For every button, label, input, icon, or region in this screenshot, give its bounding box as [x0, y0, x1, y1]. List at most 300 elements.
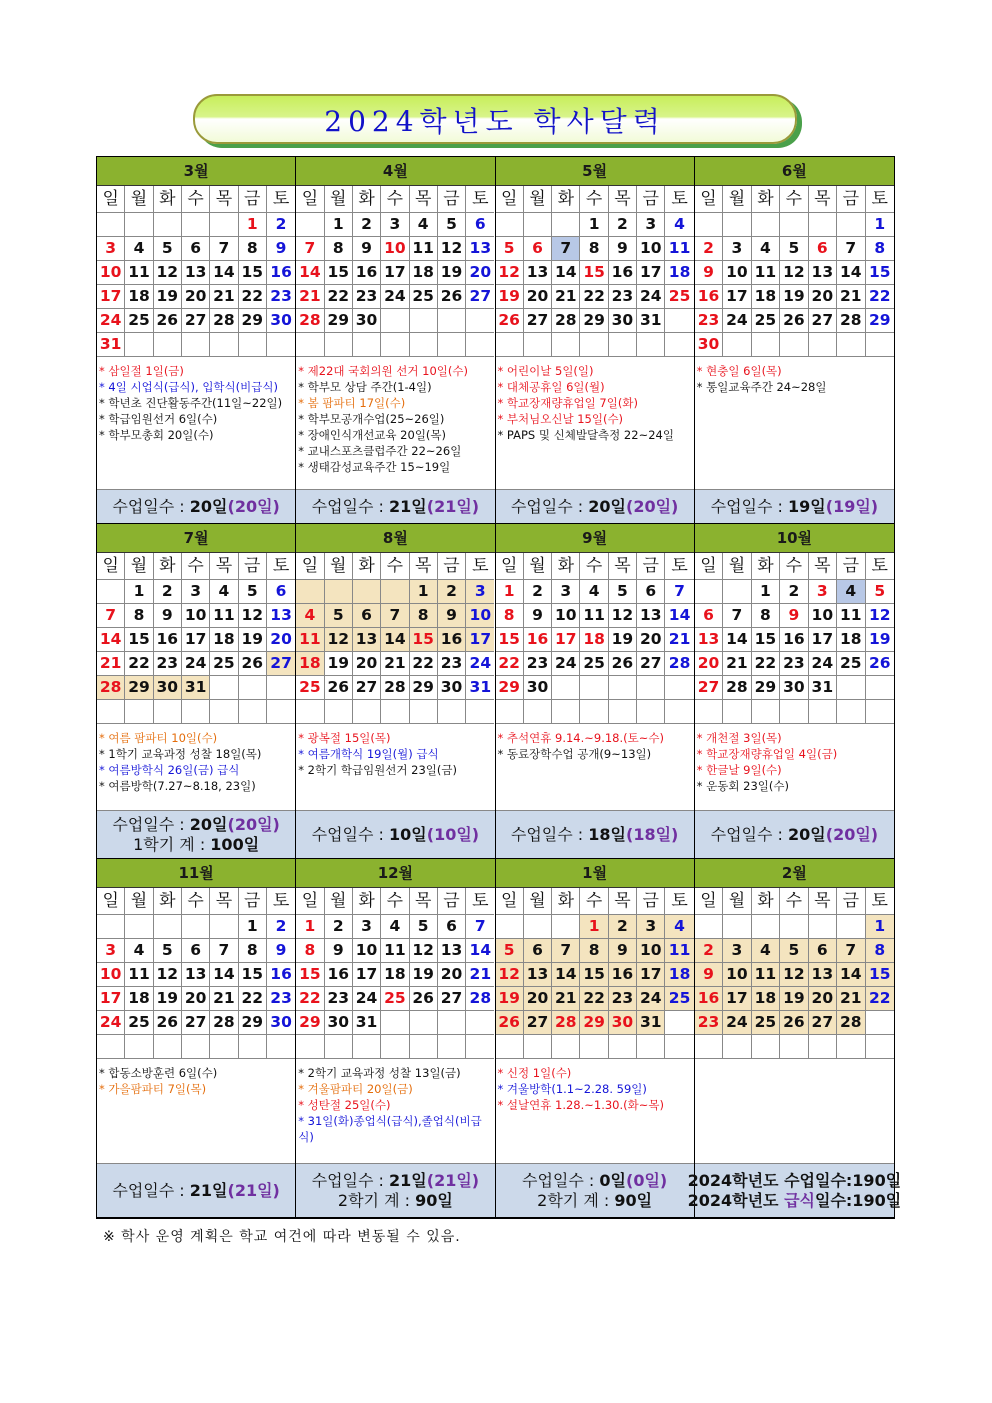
weekday-header: 월 [524, 186, 552, 213]
summary-text: 19일 [788, 496, 826, 516]
day-cell: 30 [353, 309, 381, 333]
day-cell: 9 [353, 237, 381, 261]
month-notes [695, 724, 894, 810]
note-item: * 봄 팜파티 17일(수) [298, 396, 406, 410]
weekday-header: 수 [580, 553, 608, 580]
day-cell: 6 [524, 237, 552, 261]
month-header: 10월 [695, 524, 894, 553]
day-cell: 29 [580, 1011, 608, 1035]
day-cell: 19 [780, 285, 808, 309]
month-grid [695, 553, 894, 724]
month-10월 [695, 524, 894, 859]
day-cell: 16 [609, 963, 637, 987]
calendar-row-2 [97, 524, 894, 859]
weekday-header: 목 [410, 888, 438, 915]
day-cell: 20 [809, 285, 837, 309]
day-cell: 1 [239, 915, 267, 939]
empty-cell [125, 333, 153, 357]
weekday-header: 목 [609, 888, 637, 915]
summary-line [112, 497, 279, 517]
day-cell: 20 [438, 963, 466, 987]
summary-line [312, 497, 479, 517]
empty-cell [723, 1035, 751, 1059]
weekday-header: 토 [466, 888, 494, 915]
day-cell: 13 [182, 963, 210, 987]
month-header: 11월 [97, 859, 295, 888]
empty-cell [239, 1035, 267, 1059]
day-cell: 25 [752, 1011, 780, 1035]
day-cell: 31 [466, 676, 494, 700]
note-item: * 합동소방훈련 6일(수) [99, 1066, 218, 1080]
empty-cell [580, 333, 608, 357]
month-grid [97, 888, 295, 1059]
empty-cell [665, 676, 693, 700]
summary-line [711, 497, 878, 517]
day-cell: 19 [154, 987, 182, 1011]
day-cell: 6 [182, 237, 210, 261]
day-cell: 19 [780, 987, 808, 1011]
empty-cell [154, 213, 182, 237]
weekday-header: 일 [695, 553, 723, 580]
summary-text: 10일 [389, 824, 427, 844]
day-cell: 21 [97, 652, 125, 676]
day-cell: 24 [723, 309, 751, 333]
day-cell: 11 [381, 939, 409, 963]
empty-cell [410, 333, 438, 357]
summary-text: 20일 [189, 814, 228, 834]
summary-line [522, 1171, 667, 1191]
empty-cell [182, 700, 210, 724]
day-cell: 27 [809, 309, 837, 333]
day-cell: 13 [438, 939, 466, 963]
day-cell: 18 [296, 652, 324, 676]
month-header: 4월 [296, 157, 494, 186]
day-cell: 1 [410, 580, 438, 604]
empty-cell [325, 580, 353, 604]
day-cell: 5 [866, 580, 894, 604]
day-cell: 5 [325, 604, 353, 628]
note-item: * 성탄절 25일(수) [298, 1098, 391, 1112]
empty-cell [552, 1035, 580, 1059]
summary-line [338, 1191, 453, 1211]
empty-cell [154, 700, 182, 724]
day-cell: 26 [410, 987, 438, 1011]
empty-cell [381, 1035, 409, 1059]
weekday-header: 월 [723, 888, 751, 915]
empty-cell [809, 213, 837, 237]
summary-line [133, 835, 259, 855]
day-cell: 3 [637, 915, 665, 939]
weekday-header: 화 [353, 888, 381, 915]
note-item: * 동료장학수업 공개(9~13일) [497, 747, 652, 761]
note-item: * 4일 시업식(급식), 입학식(비급식) [99, 380, 278, 394]
weekday-header: 화 [154, 186, 182, 213]
day-cell: 30 [780, 676, 808, 700]
summary-text: 21일 [189, 1180, 228, 1200]
weekday-header: 월 [125, 186, 153, 213]
summary-text: 일수:190일 [815, 1190, 902, 1210]
day-cell: 30 [609, 1011, 637, 1035]
empty-cell [381, 309, 409, 333]
note-item: * 학교장재량휴업일 4일(금) [696, 747, 838, 761]
school-days-summary [296, 810, 494, 859]
empty-cell [723, 333, 751, 357]
weekday-header: 토 [267, 553, 295, 580]
month-12월 [296, 859, 495, 1218]
empty-cell [182, 213, 210, 237]
weekday-header: 금 [637, 888, 665, 915]
day-cell: 26 [780, 309, 808, 333]
school-days-summary [496, 489, 694, 524]
day-cell: 20 [809, 987, 837, 1011]
weekday-header: 금 [438, 186, 466, 213]
weekday-header: 토 [267, 888, 295, 915]
empty-cell [695, 580, 723, 604]
summary-line [688, 1171, 902, 1191]
summary-text: 2학기 계 : [337, 1190, 416, 1210]
day-cell: 14 [552, 261, 580, 285]
day-cell: 23 [609, 987, 637, 1011]
day-cell: 23 [438, 652, 466, 676]
day-cell: 4 [381, 915, 409, 939]
day-cell: 12 [438, 237, 466, 261]
day-cell: 7 [466, 915, 494, 939]
empty-cell [837, 213, 865, 237]
day-cell: 4 [580, 580, 608, 604]
empty-cell [239, 333, 267, 357]
empty-cell [552, 213, 580, 237]
weekday-header: 토 [665, 888, 693, 915]
note-item: * 학부모총회 20일(수) [99, 428, 214, 442]
day-cell: 13 [524, 261, 552, 285]
weekday-header: 일 [97, 186, 125, 213]
day-cell: 7 [665, 580, 693, 604]
day-cell: 11 [837, 604, 865, 628]
day-cell: 2 [609, 915, 637, 939]
month-6월 [695, 157, 894, 524]
day-cell: 30 [325, 1011, 353, 1035]
empty-cell [609, 700, 637, 724]
note-item: * 한글날 9일(수) [696, 763, 782, 777]
day-cell: 11 [752, 963, 780, 987]
day-cell: 13 [809, 261, 837, 285]
month-header: 6월 [695, 157, 894, 186]
day-cell: 13 [695, 628, 723, 652]
weekday-header: 일 [496, 186, 524, 213]
day-cell: 10 [466, 604, 494, 628]
day-cell: 29 [580, 309, 608, 333]
empty-cell [723, 915, 751, 939]
day-cell: 8 [580, 939, 608, 963]
day-cell: 29 [496, 676, 524, 700]
weekday-header: 수 [580, 186, 608, 213]
day-cell: 9 [695, 261, 723, 285]
day-cell: 19 [496, 987, 524, 1011]
summary-text: 90일 [614, 1190, 653, 1210]
summary-text: 2024학년도 수업일수:190일 [687, 1170, 902, 1190]
empty-cell [609, 676, 637, 700]
empty-cell [837, 915, 865, 939]
day-cell: 27 [524, 1011, 552, 1035]
day-cell: 11 [125, 261, 153, 285]
day-cell: 19 [410, 963, 438, 987]
empty-cell [496, 333, 524, 357]
day-cell: 27 [524, 309, 552, 333]
weekday-header: 토 [665, 553, 693, 580]
summary-text: (10일) [426, 824, 480, 844]
summary-text: 20일 [588, 496, 626, 516]
summary-line [511, 497, 678, 517]
day-cell: 26 [325, 676, 353, 700]
summary-text: (20일) [825, 824, 879, 844]
day-cell: 11 [210, 604, 238, 628]
day-cell: 2 [267, 915, 295, 939]
empty-cell [182, 915, 210, 939]
empty-cell [695, 213, 723, 237]
day-cell: 13 [524, 963, 552, 987]
day-cell: 10 [637, 237, 665, 261]
summary-text: (21일) [426, 1170, 480, 1190]
day-cell: 20 [524, 987, 552, 1011]
note-item: * 광복절 15일(목) [298, 731, 391, 745]
note-item: * 통일교육주간 24~28일 [696, 380, 827, 394]
summary-text: 수업일수 : [710, 496, 789, 516]
empty-cell [296, 213, 324, 237]
weekday-header: 화 [752, 186, 780, 213]
weekday-header: 월 [325, 186, 353, 213]
day-cell: 25 [752, 309, 780, 333]
day-cell: 11 [580, 604, 608, 628]
month-notes [496, 357, 694, 489]
day-cell: 23 [267, 987, 295, 1011]
summary-text: 100일 [210, 834, 260, 854]
day-cell: 25 [381, 987, 409, 1011]
day-cell: 14 [296, 261, 324, 285]
empty-cell [97, 700, 125, 724]
day-cell: 28 [466, 987, 494, 1011]
empty-cell [381, 1011, 409, 1035]
day-cell: 28 [837, 1011, 865, 1035]
empty-cell [353, 580, 381, 604]
day-cell: 3 [182, 580, 210, 604]
note-item: * 대체공휴일 6일(월) [497, 380, 605, 394]
day-cell: 24 [466, 652, 494, 676]
day-cell: 27 [466, 285, 494, 309]
day-cell: 29 [410, 676, 438, 700]
day-cell: 10 [723, 261, 751, 285]
day-cell: 24 [552, 652, 580, 676]
day-cell: 23 [780, 652, 808, 676]
empty-cell [580, 676, 608, 700]
day-cell: 27 [267, 652, 295, 676]
day-cell: 31 [637, 1011, 665, 1035]
day-cell: 22 [239, 285, 267, 309]
day-cell: 20 [466, 261, 494, 285]
note-item: * 겨울팜파티 20일(금) [298, 1082, 413, 1096]
note-item: * 학부모공개수업(25~26일) [298, 412, 445, 426]
empty-cell [524, 700, 552, 724]
weekday-header: 토 [866, 186, 894, 213]
summary-text: 90일 [415, 1190, 453, 1210]
day-cell: 1 [866, 915, 894, 939]
note-item: * 여름개학식 19일(월) 급식 [298, 747, 439, 761]
summary-text: 20일 [788, 824, 826, 844]
summary-text: (21일) [426, 496, 480, 516]
weekday-header: 토 [665, 186, 693, 213]
note-item: * 학급임원선거 6일(수) [99, 412, 218, 426]
day-cell: 13 [267, 604, 295, 628]
summary-text: 21일 [389, 496, 427, 516]
day-cell: 12 [154, 963, 182, 987]
empty-cell [296, 580, 324, 604]
day-cell: 4 [665, 915, 693, 939]
summary-line [312, 825, 479, 845]
day-cell: 25 [296, 676, 324, 700]
weekday-header: 수 [780, 888, 808, 915]
day-cell: 20 [182, 987, 210, 1011]
day-cell: 14 [665, 604, 693, 628]
empty-cell [866, 700, 894, 724]
weekday-header: 토 [866, 888, 894, 915]
day-cell: 17 [353, 963, 381, 987]
month-notes [695, 357, 894, 489]
summary-line [112, 815, 279, 835]
weekday-header: 화 [552, 186, 580, 213]
day-cell: 17 [637, 261, 665, 285]
day-cell: 22 [752, 652, 780, 676]
empty-cell [353, 333, 381, 357]
empty-cell [552, 676, 580, 700]
weekday-header: 화 [752, 888, 780, 915]
empty-cell [665, 309, 693, 333]
day-cell: 12 [780, 963, 808, 987]
empty-cell [210, 700, 238, 724]
day-cell: 25 [410, 285, 438, 309]
empty-cell [496, 213, 524, 237]
page-title: 2024학년도 학사달력 [324, 105, 666, 138]
empty-cell [780, 700, 808, 724]
day-cell: 29 [325, 309, 353, 333]
empty-cell [410, 1011, 438, 1035]
note-item: * 현충일 6일(목) [696, 364, 782, 378]
day-cell: 1 [496, 580, 524, 604]
day-cell: 18 [410, 261, 438, 285]
day-cell: 15 [580, 963, 608, 987]
day-cell: 21 [381, 652, 409, 676]
day-cell: 28 [837, 309, 865, 333]
day-cell: 3 [466, 580, 494, 604]
day-cell: 3 [809, 580, 837, 604]
day-cell: 21 [466, 963, 494, 987]
day-cell: 24 [97, 1011, 125, 1035]
day-cell: 25 [665, 987, 693, 1011]
empty-cell [780, 915, 808, 939]
empty-cell [496, 1035, 524, 1059]
month-grid [97, 553, 295, 724]
day-cell: 10 [552, 604, 580, 628]
school-days-summary [695, 810, 894, 859]
weekday-header: 금 [438, 888, 466, 915]
empty-cell [809, 915, 837, 939]
day-cell: 24 [97, 309, 125, 333]
day-cell: 21 [837, 987, 865, 1011]
weekday-header: 화 [552, 888, 580, 915]
summary-line [312, 1171, 479, 1191]
day-cell: 15 [580, 261, 608, 285]
empty-cell [154, 333, 182, 357]
calendar-row-3 [97, 859, 902, 1218]
day-cell: 16 [267, 963, 295, 987]
day-cell: 5 [496, 237, 524, 261]
day-cell: 26 [239, 652, 267, 676]
empty-cell [125, 1035, 153, 1059]
day-cell: 8 [866, 237, 894, 261]
empty-cell [609, 333, 637, 357]
month-header: 2월 [695, 859, 894, 888]
day-cell: 25 [580, 652, 608, 676]
day-cell: 12 [496, 261, 524, 285]
day-cell: 6 [809, 237, 837, 261]
day-cell: 22 [296, 987, 324, 1011]
day-cell: 9 [695, 963, 723, 987]
note-item: * 여름방학(7.27~8.18, 23일) [99, 779, 256, 793]
empty-cell [752, 700, 780, 724]
day-cell: 20 [267, 628, 295, 652]
summary-text: (20일) [626, 496, 679, 516]
day-cell: 15 [239, 261, 267, 285]
day-cell: 30 [438, 676, 466, 700]
school-days-summary [687, 1163, 902, 1218]
empty-cell [182, 333, 210, 357]
month-11월 [97, 859, 296, 1218]
day-cell: 28 [210, 1011, 238, 1035]
day-cell: 28 [552, 1011, 580, 1035]
weekday-header: 목 [609, 553, 637, 580]
empty-cell [837, 1035, 865, 1059]
weekday-header: 금 [239, 888, 267, 915]
day-cell: 19 [866, 628, 894, 652]
day-cell: 6 [809, 939, 837, 963]
empty-cell [752, 213, 780, 237]
empty-cell [325, 700, 353, 724]
empty-cell [381, 580, 409, 604]
day-cell: 28 [210, 309, 238, 333]
month-grid [97, 186, 295, 357]
day-cell: 12 [325, 628, 353, 652]
summary-line [537, 1191, 652, 1211]
school-days-summary [296, 489, 494, 524]
weekday-header: 일 [496, 553, 524, 580]
month-notes [695, 1059, 894, 1163]
day-cell: 12 [780, 261, 808, 285]
day-cell: 5 [154, 237, 182, 261]
summary-line [688, 1191, 902, 1211]
calendar-row-1 [97, 157, 894, 524]
empty-cell [723, 700, 751, 724]
empty-cell [438, 700, 466, 724]
empty-cell [809, 700, 837, 724]
month-header: 12월 [296, 859, 494, 888]
day-cell: 19 [438, 261, 466, 285]
empty-cell [780, 1035, 808, 1059]
day-cell: 29 [239, 1011, 267, 1035]
day-cell: 16 [695, 285, 723, 309]
day-cell: 9 [524, 604, 552, 628]
day-cell: 13 [182, 261, 210, 285]
summary-text: 수업일수 : [311, 1170, 390, 1190]
day-cell: 17 [97, 285, 125, 309]
summary-text: (19일) [825, 496, 879, 516]
